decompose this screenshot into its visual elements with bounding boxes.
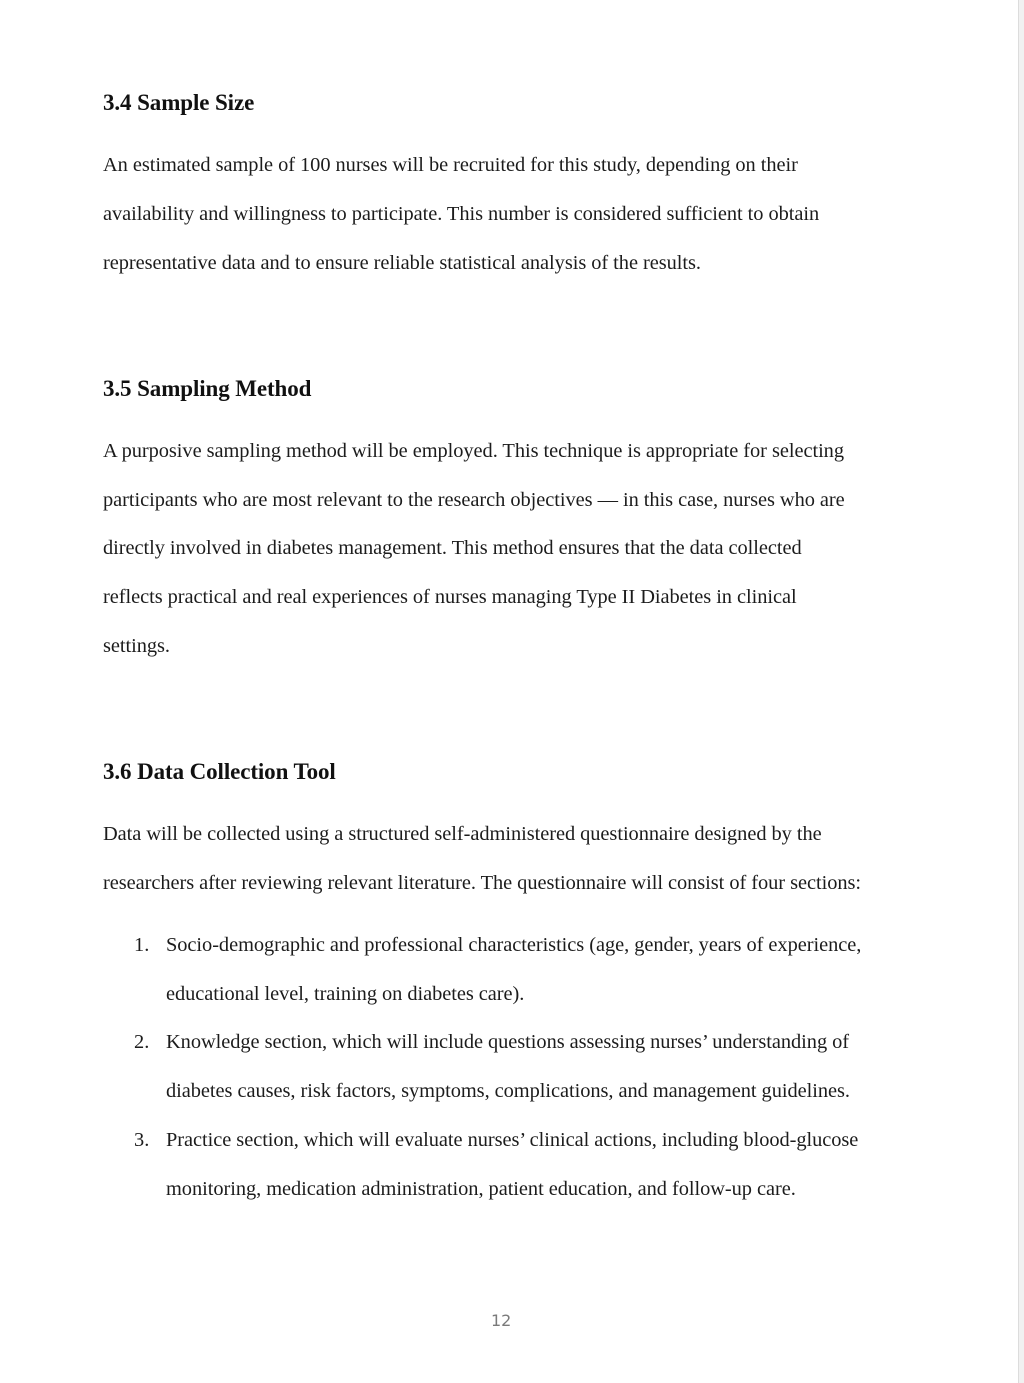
list-item-number: 1. [134,934,150,956]
paragraph-line: reflects practical and real experiences of nurses managing Type II Diabetes in clinical [103,586,797,608]
paragraph-line: researchers after reviewing relevant literature. The questionnaire will consist of four sections: [103,872,861,894]
list-item-line: Practice section, which will evaluate nurses’ clinical actions, including blood-glucose [166,1129,859,1151]
page-number: 12 [491,1311,512,1330]
paragraph-line: availability and willingness to participate. This number is considered sufficient to obtain [103,203,820,225]
section-heading-sample-size: 3.4 Sample Size [103,90,255,115]
section-heading-data-collection-tool: 3.6 Data Collection Tool [103,759,336,784]
list-item-line: diabetes causes, risk factors, symptoms, complications, and management guidelines. [166,1080,850,1102]
list-item-number: 3. [134,1129,150,1151]
page-edge-scroll-gutter [1018,0,1024,1383]
paragraph-line: A purposive sampling method will be employed. This technique is appropriate for selecting [103,440,844,462]
section-heading-sampling-method: 3.5 Sampling Method [103,376,312,401]
list-item-line: educational level, training on diabetes care). [166,983,525,1005]
list-item-line: Knowledge section, which will include questions assessing nurses’ understanding of [166,1031,850,1053]
paragraph-line: An estimated sample of 100 nurses will be recruited for this study, depending on their [103,154,798,176]
list-item-number: 2. [134,1031,150,1053]
list-item-line: monitoring, medication administration, patient education, and follow-up care. [166,1178,796,1200]
paragraph-line: participants who are most relevant to the research objectives — in this case, nurses who are [103,489,845,511]
paragraph-line: directly involved in diabetes management. This method ensures that the data collected [103,537,802,559]
paragraph-line: representative data and to ensure reliable statistical analysis of the results. [103,252,701,274]
paragraph-line: Data will be collected using a structured self-administered questionnaire designed by the [103,823,822,845]
paragraph-line: settings. [103,635,170,657]
list-item-line: Socio-demographic and professional characteristics (age, gender, years of experience, [166,934,862,956]
